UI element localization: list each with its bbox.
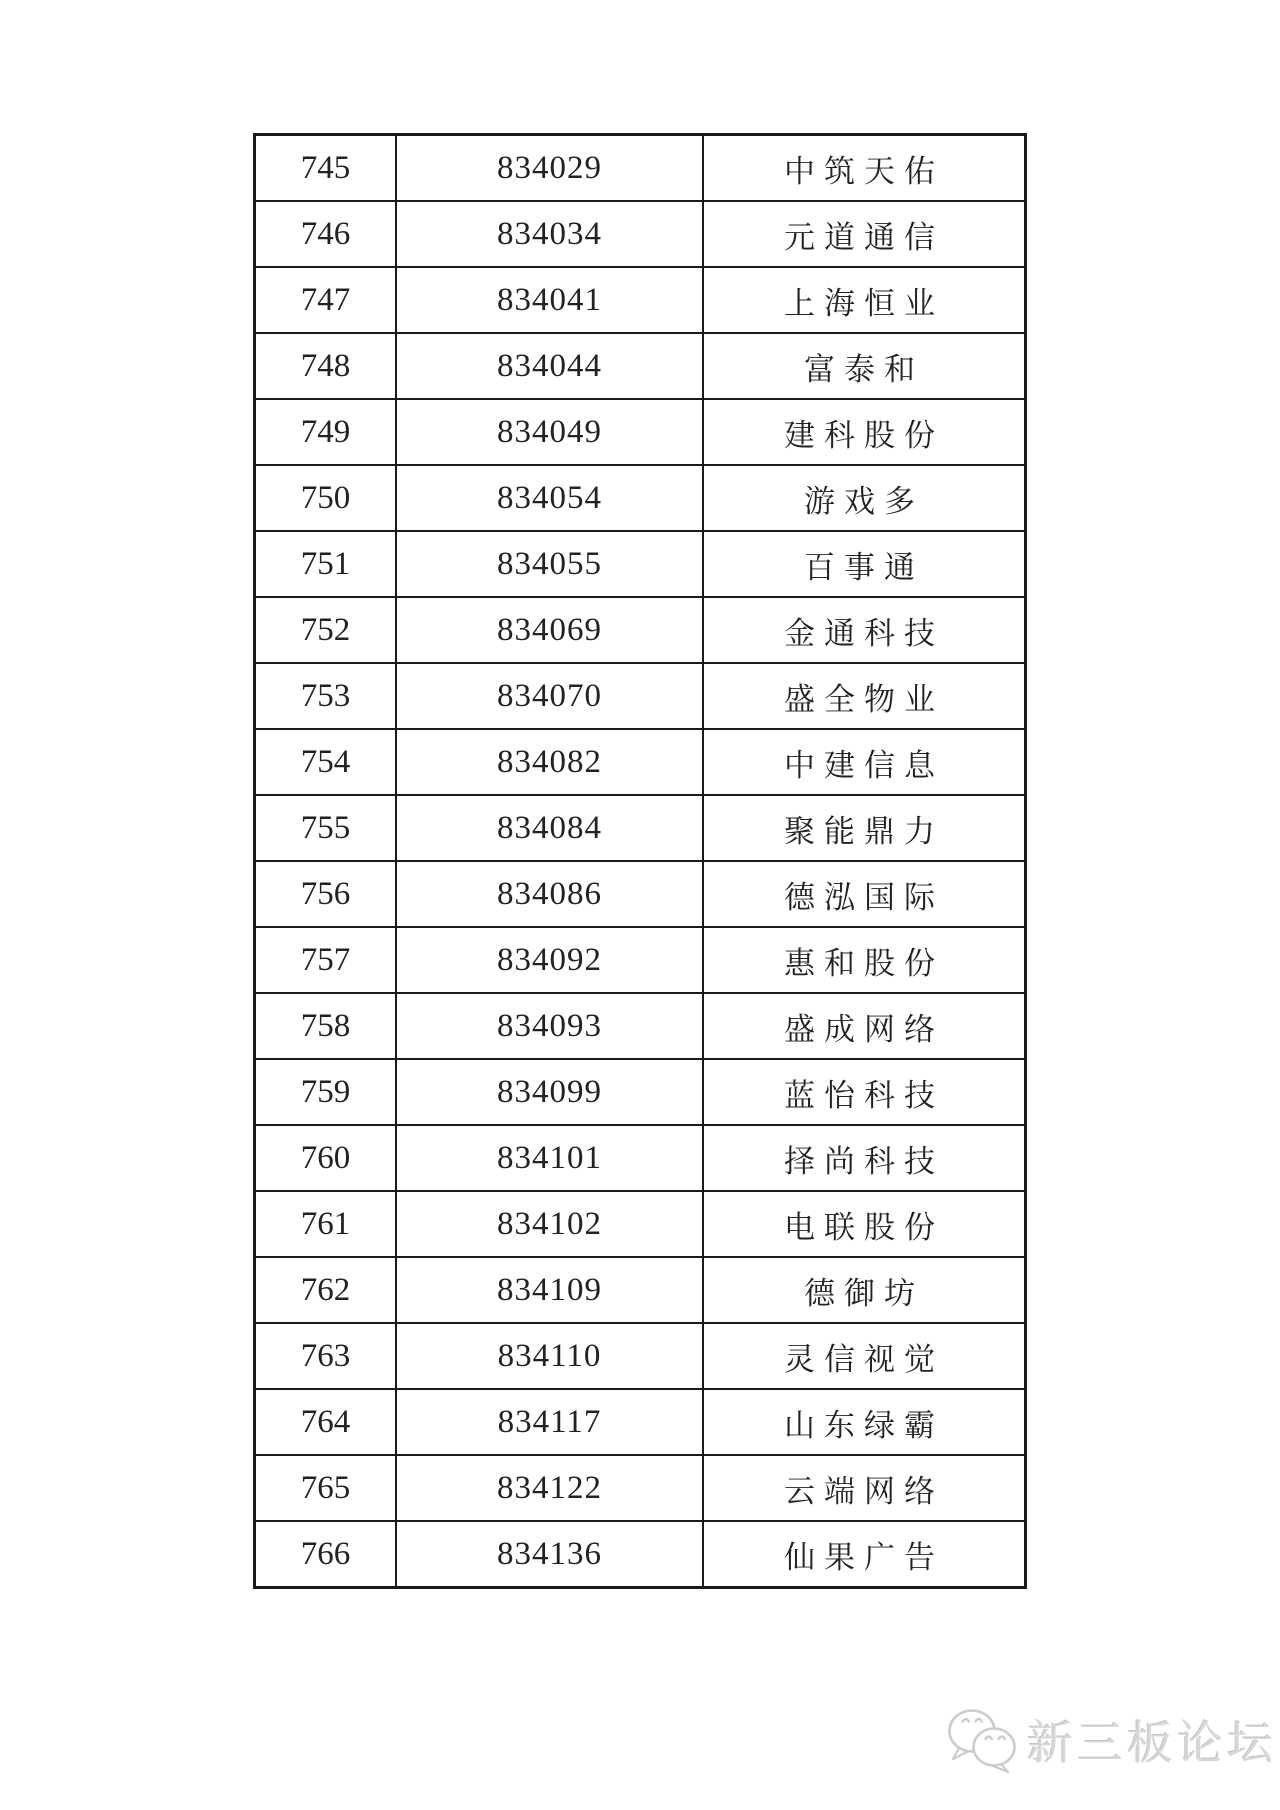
company-name-cell: 蓝怡科技 bbox=[703, 1059, 1026, 1125]
table-row bbox=[255, 729, 1026, 795]
stock-code-cell: 834054 bbox=[396, 465, 703, 531]
company-name-cell: 山东绿霸 bbox=[703, 1389, 1026, 1455]
table-row bbox=[255, 201, 1026, 267]
row-number-cell: 761 bbox=[255, 1191, 397, 1257]
stock-code-cell: 834122 bbox=[396, 1455, 703, 1521]
stock-table-body bbox=[255, 135, 1026, 1588]
row-number-cell: 747 bbox=[255, 267, 397, 333]
table-row bbox=[255, 861, 1026, 927]
table-row bbox=[255, 1323, 1026, 1389]
row-number-cell: 746 bbox=[255, 201, 397, 267]
row-number-cell: 754 bbox=[255, 729, 397, 795]
row-number-cell: 756 bbox=[255, 861, 397, 927]
company-name-cell: 富泰和 bbox=[703, 333, 1026, 399]
stock-code-cell: 834117 bbox=[396, 1389, 703, 1455]
stock-code-cell: 834041 bbox=[396, 267, 703, 333]
table-row bbox=[255, 663, 1026, 729]
stock-code-cell: 834101 bbox=[396, 1125, 703, 1191]
stock-code-cell: 834034 bbox=[396, 201, 703, 267]
stock-code-cell: 834102 bbox=[396, 1191, 703, 1257]
company-name-cell: 电联股份 bbox=[703, 1191, 1026, 1257]
stock-list-table bbox=[253, 133, 1027, 1589]
watermark-text: 新三板论坛 bbox=[1027, 1717, 1277, 1769]
table-row bbox=[255, 795, 1026, 861]
row-number-cell: 765 bbox=[255, 1455, 397, 1521]
row-number-cell: 763 bbox=[255, 1323, 397, 1389]
table-row bbox=[255, 1455, 1026, 1521]
row-number-cell: 752 bbox=[255, 597, 397, 663]
stock-code-cell: 834084 bbox=[396, 795, 703, 861]
table-row bbox=[255, 1257, 1026, 1323]
row-number-cell: 750 bbox=[255, 465, 397, 531]
stock-code-cell: 834082 bbox=[396, 729, 703, 795]
row-number-cell: 759 bbox=[255, 1059, 397, 1125]
stock-code-cell: 834093 bbox=[396, 993, 703, 1059]
row-number-cell: 753 bbox=[255, 663, 397, 729]
company-name-cell: 金通科技 bbox=[703, 597, 1026, 663]
table-row bbox=[255, 1059, 1026, 1125]
company-name-cell: 仙果广告 bbox=[703, 1521, 1026, 1588]
stock-code-cell: 834092 bbox=[396, 927, 703, 993]
stock-code-cell: 834099 bbox=[396, 1059, 703, 1125]
stock-code-cell: 834069 bbox=[396, 597, 703, 663]
table-row bbox=[255, 1191, 1026, 1257]
row-number-cell: 751 bbox=[255, 531, 397, 597]
row-number-cell: 760 bbox=[255, 1125, 397, 1191]
company-name-cell: 建科股份 bbox=[703, 399, 1026, 465]
row-number-cell: 755 bbox=[255, 795, 397, 861]
company-name-cell: 聚能鼎力 bbox=[703, 795, 1026, 861]
company-name-cell: 择尚科技 bbox=[703, 1125, 1026, 1191]
company-name-cell: 元道通信 bbox=[703, 201, 1026, 267]
table-row bbox=[255, 927, 1026, 993]
table-row bbox=[255, 993, 1026, 1059]
row-number-cell: 764 bbox=[255, 1389, 397, 1455]
stock-code-cell: 834044 bbox=[396, 333, 703, 399]
row-number-cell: 748 bbox=[255, 333, 397, 399]
wechat-logo-icon bbox=[946, 1706, 1022, 1774]
table-row bbox=[255, 399, 1026, 465]
company-name-cell: 中筑天佑 bbox=[703, 135, 1026, 202]
company-name-cell: 游戏多 bbox=[703, 465, 1026, 531]
company-name-cell: 百事通 bbox=[703, 531, 1026, 597]
row-number-cell: 749 bbox=[255, 399, 397, 465]
table-row bbox=[255, 597, 1026, 663]
table-row bbox=[255, 465, 1026, 531]
row-number-cell: 758 bbox=[255, 993, 397, 1059]
company-name-cell: 德泓国际 bbox=[703, 861, 1026, 927]
row-number-cell: 745 bbox=[255, 135, 397, 202]
watermark bbox=[946, 1706, 1277, 1774]
row-number-cell: 757 bbox=[255, 927, 397, 993]
company-name-cell: 云端网络 bbox=[703, 1455, 1026, 1521]
table-row bbox=[255, 135, 1026, 202]
stock-code-cell: 834055 bbox=[396, 531, 703, 597]
company-name-cell: 盛全物业 bbox=[703, 663, 1026, 729]
stock-code-cell: 834109 bbox=[396, 1257, 703, 1323]
table-row bbox=[255, 267, 1026, 333]
stock-code-cell: 834029 bbox=[396, 135, 703, 202]
company-name-cell: 惠和股份 bbox=[703, 927, 1026, 993]
row-number-cell: 766 bbox=[255, 1521, 397, 1588]
company-name-cell: 德御坊 bbox=[703, 1257, 1026, 1323]
row-number-cell: 762 bbox=[255, 1257, 397, 1323]
company-name-cell: 上海恒业 bbox=[703, 267, 1026, 333]
company-name-cell: 中建信息 bbox=[703, 729, 1026, 795]
table-row bbox=[255, 333, 1026, 399]
table-row bbox=[255, 1389, 1026, 1455]
table-row bbox=[255, 531, 1026, 597]
stock-code-cell: 834136 bbox=[396, 1521, 703, 1588]
stock-code-cell: 834086 bbox=[396, 861, 703, 927]
company-name-cell: 灵信视觉 bbox=[703, 1323, 1026, 1389]
stock-code-cell: 834110 bbox=[396, 1323, 703, 1389]
stock-code-cell: 834070 bbox=[396, 663, 703, 729]
stock-code-cell: 834049 bbox=[396, 399, 703, 465]
table-row bbox=[255, 1521, 1026, 1588]
company-name-cell: 盛成网络 bbox=[703, 993, 1026, 1059]
table-row bbox=[255, 1125, 1026, 1191]
